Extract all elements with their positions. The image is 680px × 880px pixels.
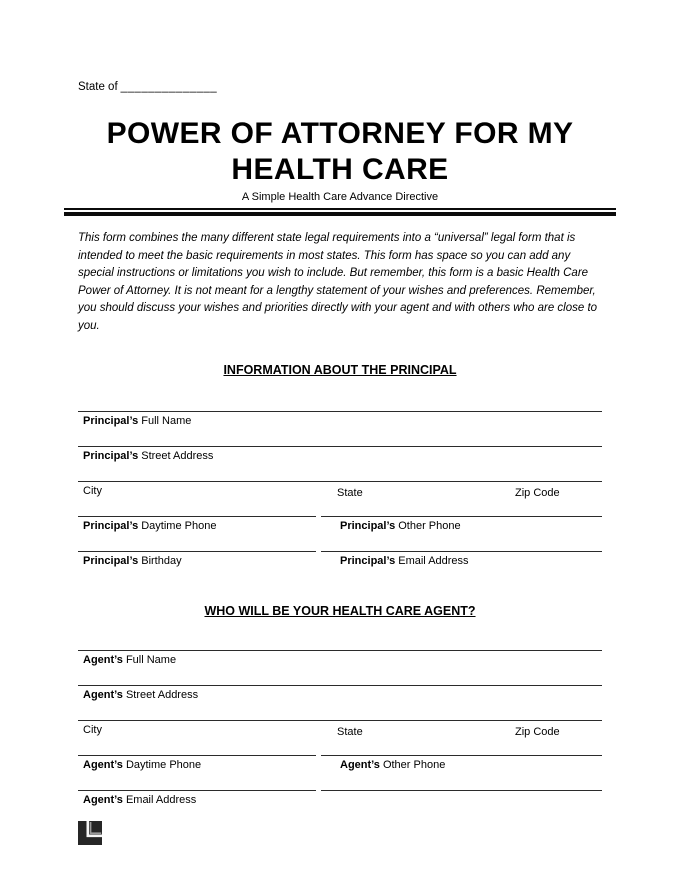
row-agent-email: [78, 790, 602, 807]
field-label: Street Address: [125, 689, 199, 701]
field-principal-city-state-zip[interactable]: [78, 481, 602, 498]
page-title-line1: POWER OF ATTORNEY FOR MY: [106, 117, 574, 150]
field-label-prefix: Agent’s: [83, 654, 123, 666]
field-agent-other-phone[interactable]: [321, 755, 602, 772]
field-agent-daytime-phone[interactable]: [78, 755, 316, 772]
field-agent-email-write-line[interactable]: [321, 790, 602, 807]
field-label-prefix: Principal’s: [83, 450, 139, 462]
field-label: Email Address: [125, 794, 197, 806]
field-label: Birthday: [141, 555, 182, 567]
state-of-label: State of: [78, 81, 118, 93]
field-label-prefix: Agent’s: [340, 759, 380, 771]
field-label-prefix: Principal’s: [340, 520, 396, 532]
row-principal-phones: [78, 516, 602, 533]
row-principal-birthday-email: [78, 551, 602, 568]
field-agent-street-address[interactable]: [78, 685, 602, 702]
page-title: [78, 116, 602, 188]
field-principal-other-phone[interactable]: [321, 516, 602, 533]
field-agent-full-name[interactable]: [78, 650, 602, 667]
row-agent-phones: [78, 755, 602, 772]
field-label: Email Address: [398, 555, 469, 567]
field-label-prefix: Principal’s: [83, 555, 139, 567]
field-label-prefix: Principal’s: [340, 555, 396, 567]
field-principal-daytime-phone[interactable]: [78, 516, 316, 533]
field-agent-city-state-zip[interactable]: [78, 720, 602, 737]
field-label-prefix: Principal’s: [83, 520, 139, 532]
field-label: Full Name: [125, 654, 177, 666]
field-label-prefix: Principal’s: [83, 415, 139, 427]
field-label: Daytime Phone: [125, 759, 202, 771]
state-of-field[interactable]: [78, 0, 602, 94]
title-divider-rule: [64, 208, 616, 216]
field-label-city: City: [83, 724, 102, 736]
page-subtitle: A Simple Health Care Advance Directive: [241, 191, 439, 203]
field-label-zip: Zip Code: [515, 486, 560, 499]
intro-paragraph: This form combines the many different state legal requirements into a “universal” legal form that is intended to meet the basic requirements in most states. This form has space so you can add any special instructions or limitations you wish to include. But remember, this form is a basic Health Care Power of Attorney. It is not meant for a lengthy statement of your wishes and preferences. Remember, you should discuss your wishes and priorities directly with your agent and with others who are close to you.: [78, 232, 598, 332]
field-label-prefix: Agent’s: [83, 689, 123, 701]
field-principal-birthday[interactable]: [78, 551, 316, 568]
field-label: Other Phone: [398, 520, 461, 532]
field-agent-email-address[interactable]: [78, 790, 316, 807]
state-of-blank-line[interactable]: ______________: [120, 81, 218, 93]
field-label: Street Address: [141, 450, 214, 462]
section-heading-agent: WHO WILL BE YOUR HEALTH CARE AGENT?: [204, 604, 476, 618]
field-principal-street-address[interactable]: [78, 446, 602, 463]
field-label: Other Phone: [382, 759, 446, 771]
field-label: Daytime Phone: [141, 520, 217, 532]
field-label-zip: Zip Code: [515, 725, 560, 738]
field-label: Full Name: [141, 415, 192, 427]
field-label-prefix: Agent’s: [83, 794, 123, 806]
field-principal-full-name[interactable]: [78, 411, 602, 428]
section-heading-principal: INFORMATION ABOUT THE PRINCIPAL: [223, 363, 457, 377]
field-label-city: City: [83, 485, 102, 497]
field-label-state: State: [337, 486, 363, 499]
field-label-prefix: Agent’s: [83, 759, 123, 771]
field-principal-email-address[interactable]: [321, 551, 602, 568]
legal-templates-logo-icon: [77, 820, 103, 846]
page-title-line2: HEALTH CARE: [231, 153, 449, 186]
field-label-state: State: [337, 725, 363, 738]
